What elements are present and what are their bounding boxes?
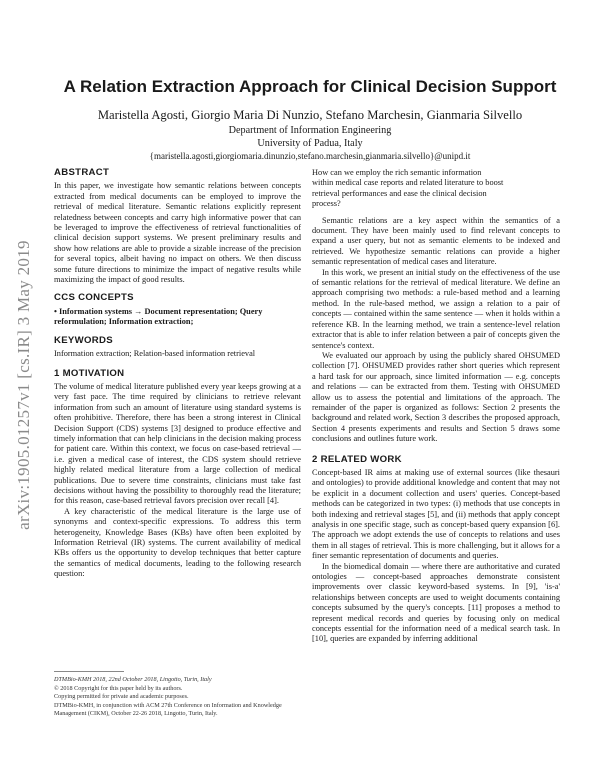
keywords-heading: KEYWORDS	[54, 334, 113, 346]
abstract-text: In this paper, we investigate how semantic relations between concepts extracted from medical documents can be employed to improve the retrieval of medical literature. Semantic relations explicitly represent relatedness between concepts and carry high informative power that can be leveraged to improve the effectiveness of retrieval functionalities of clinical decision support systems. We present preliminary results and show how relations are able to provide a sizable increase of the precision for several topics, albeit having no impact on others. We then discuss some future directions to minimize the impact of negative results while maximizing the impact of good results.	[54, 181, 301, 285]
right-column	[312, 168, 560, 645]
paper-title: A Relation Extraction Approach for Clinical Decision Support	[63, 77, 557, 96]
keywords-text: Information extraction; Relation-based information retrieval	[54, 349, 256, 359]
motivation-paragraph: Semantic relations are a key aspect within the semantics of a document. They have been mainly used to find relevant concepts to expand a user query, but not as semantic elements to be indexed and retrieved. We hypothesize semantic relations can provide a higher semantic representation of medical cases and literature.	[312, 215, 560, 267]
footnote-venue: DTMBio-KMH 2018, 22nd October 2018, Lingotto, Turin, Italy	[54, 676, 212, 683]
footnote-rule	[54, 671, 124, 672]
motivation-paragraph: The volume of medical literature published every year keeps growing at a very fast pace. The time required by clinicians to retrieve relevant information from such an amount of literature using standard systems is often prohibitive. Therefore, there has been a strong interest in Clinical Decision Support (CDS) systems [3] designed to produce effective and timely information that can help clinicians in the decision making process for patient care. Within this context, we focus on case-based retrieval — i.e. given a medical case of interest, the CDS system should retrieve highly related medical literature from a large collection of medical publications. Due to severe time constraints, clinicians must take fast decisions without having the possibility to thoroughly read the literature; for this reason, case-based retrieval favors precision over recall [4].	[54, 381, 301, 506]
footnotes	[54, 671, 301, 719]
footnote-conference: DTMBio-KMH, in conjunction with ACM 27th Conference on Information and Knowledge Management (CIKM), October 22-26 2018, Lingotto, Turin, Italy.	[54, 701, 282, 718]
affiliation-dept: Department of Information Engineering	[228, 125, 392, 136]
research-question: How can we employ the rich semantic information within medical case reports and related literature to boost retrieval performances and ease the clinical decision process?	[312, 168, 504, 209]
left-column	[54, 168, 301, 580]
abstract-heading: ABSTRACT	[54, 167, 110, 178]
motivation-heading: 1 MOTIVATION	[54, 367, 125, 379]
motivation-paragraph: A key characteristic of the medical literature is the large use of synonyms and context-specific expressions. To address this term heterogeneity, Knowledge Bases (KBs) have often been exploited by Information Retrieval (IR) systems. The current availability of medical KBs offers us the opportunity to develop techniques that better capture the semantics of medical documents, leading to the following research question:	[54, 506, 301, 579]
related-paragraph: Concept-based IR aims at making use of external sources (like thesauri and ontologies) to provide additional knowledge and content that may not be explicit in a document collection and users' queries. Concept-based methods can be categorized in two types: (i) methods that use concepts in both indexing and retrieval stages [5], and (ii) methods that apply concept analysis in one specific stage, such as concept-based query expansion [6]. The approach we adopt extends the use of concepts to relations and uses them in all stages of retrieval. This is more challenging, but it allows for a finer semantic representation of documents and queries.	[312, 467, 560, 561]
ccs-text: • Information systems → Document representation; Query reformulation; Information extraction;	[54, 306, 263, 327]
footnote-permission: Copying permitted for private and academic purposes.	[54, 693, 189, 701]
ccs-heading: CCS CONCEPTS	[54, 292, 134, 304]
author-list: Maristella Agosti, Giorgio Maria Di Nunzio, Stefano Marchesin, Gianmaria Silvello	[97, 108, 523, 122]
footnote-copyright: © 2018 Copyright for this paper held by its authors.	[54, 684, 183, 692]
related-heading: 2 RELATED WORK	[312, 453, 402, 465]
arxiv-stamp	[6, 215, 42, 555]
author-emails: {maristella.agosti,giorgiomaria.dinunzio,stefano.marchesin,gianmaria.silvello}@unipd.it	[149, 151, 471, 161]
arxiv-stamp-text: arXiv:1905.01257v1 [cs.IR] 3 May 2019	[14, 240, 33, 530]
related-paragraph: In the biomedical domain — where there are authoritative and curated ontologies — concept-based approaches demonstrate consistent improvements over classic keyword-based systems. In [9], 'is-a' relationships between concepts are used to weight documents containing concepts subsumed by the query's concepts. [11] proposes a method to represent medical records and queries by focusing only on medical concepts essential for the information need of a medical search task. In [10], queries are expanded by inferring additional	[312, 561, 560, 644]
motivation-paragraph: We evaluated our approach by using the publicly shared OHSUMED collection [7]. OHSUMED provides rather short queries which represent a hard task for our approach, since limited information — e.g. concepts and relations — can be extracted from them. Testing with OHSUMED allow us to assess the potential and limitations of the approach. The remainder of the paper is organized as follows: Section 2 presents the background and related work, Section 3 describes the proposed approach, Section 4 presents experiments and results and Section 5 draws some conclusions and outlines future work.	[312, 350, 560, 444]
affiliation-univ: University of Padua, Italy	[257, 138, 363, 149]
motivation-paragraph: In this work, we present an initial study on the effectiveness of the use of semantic relations for the retrieval of medical literature. We define an approach comprising two methods: a rule-based method and a learning method. In the rule-based method, we assign a relation to a pair of concepts — contained within the same sentence — when it holds within a reference KB. In the learning method, we train a sentence-level relation extractor that is able to infer relation between a pair of concepts given the sentence's context.	[312, 267, 560, 350]
